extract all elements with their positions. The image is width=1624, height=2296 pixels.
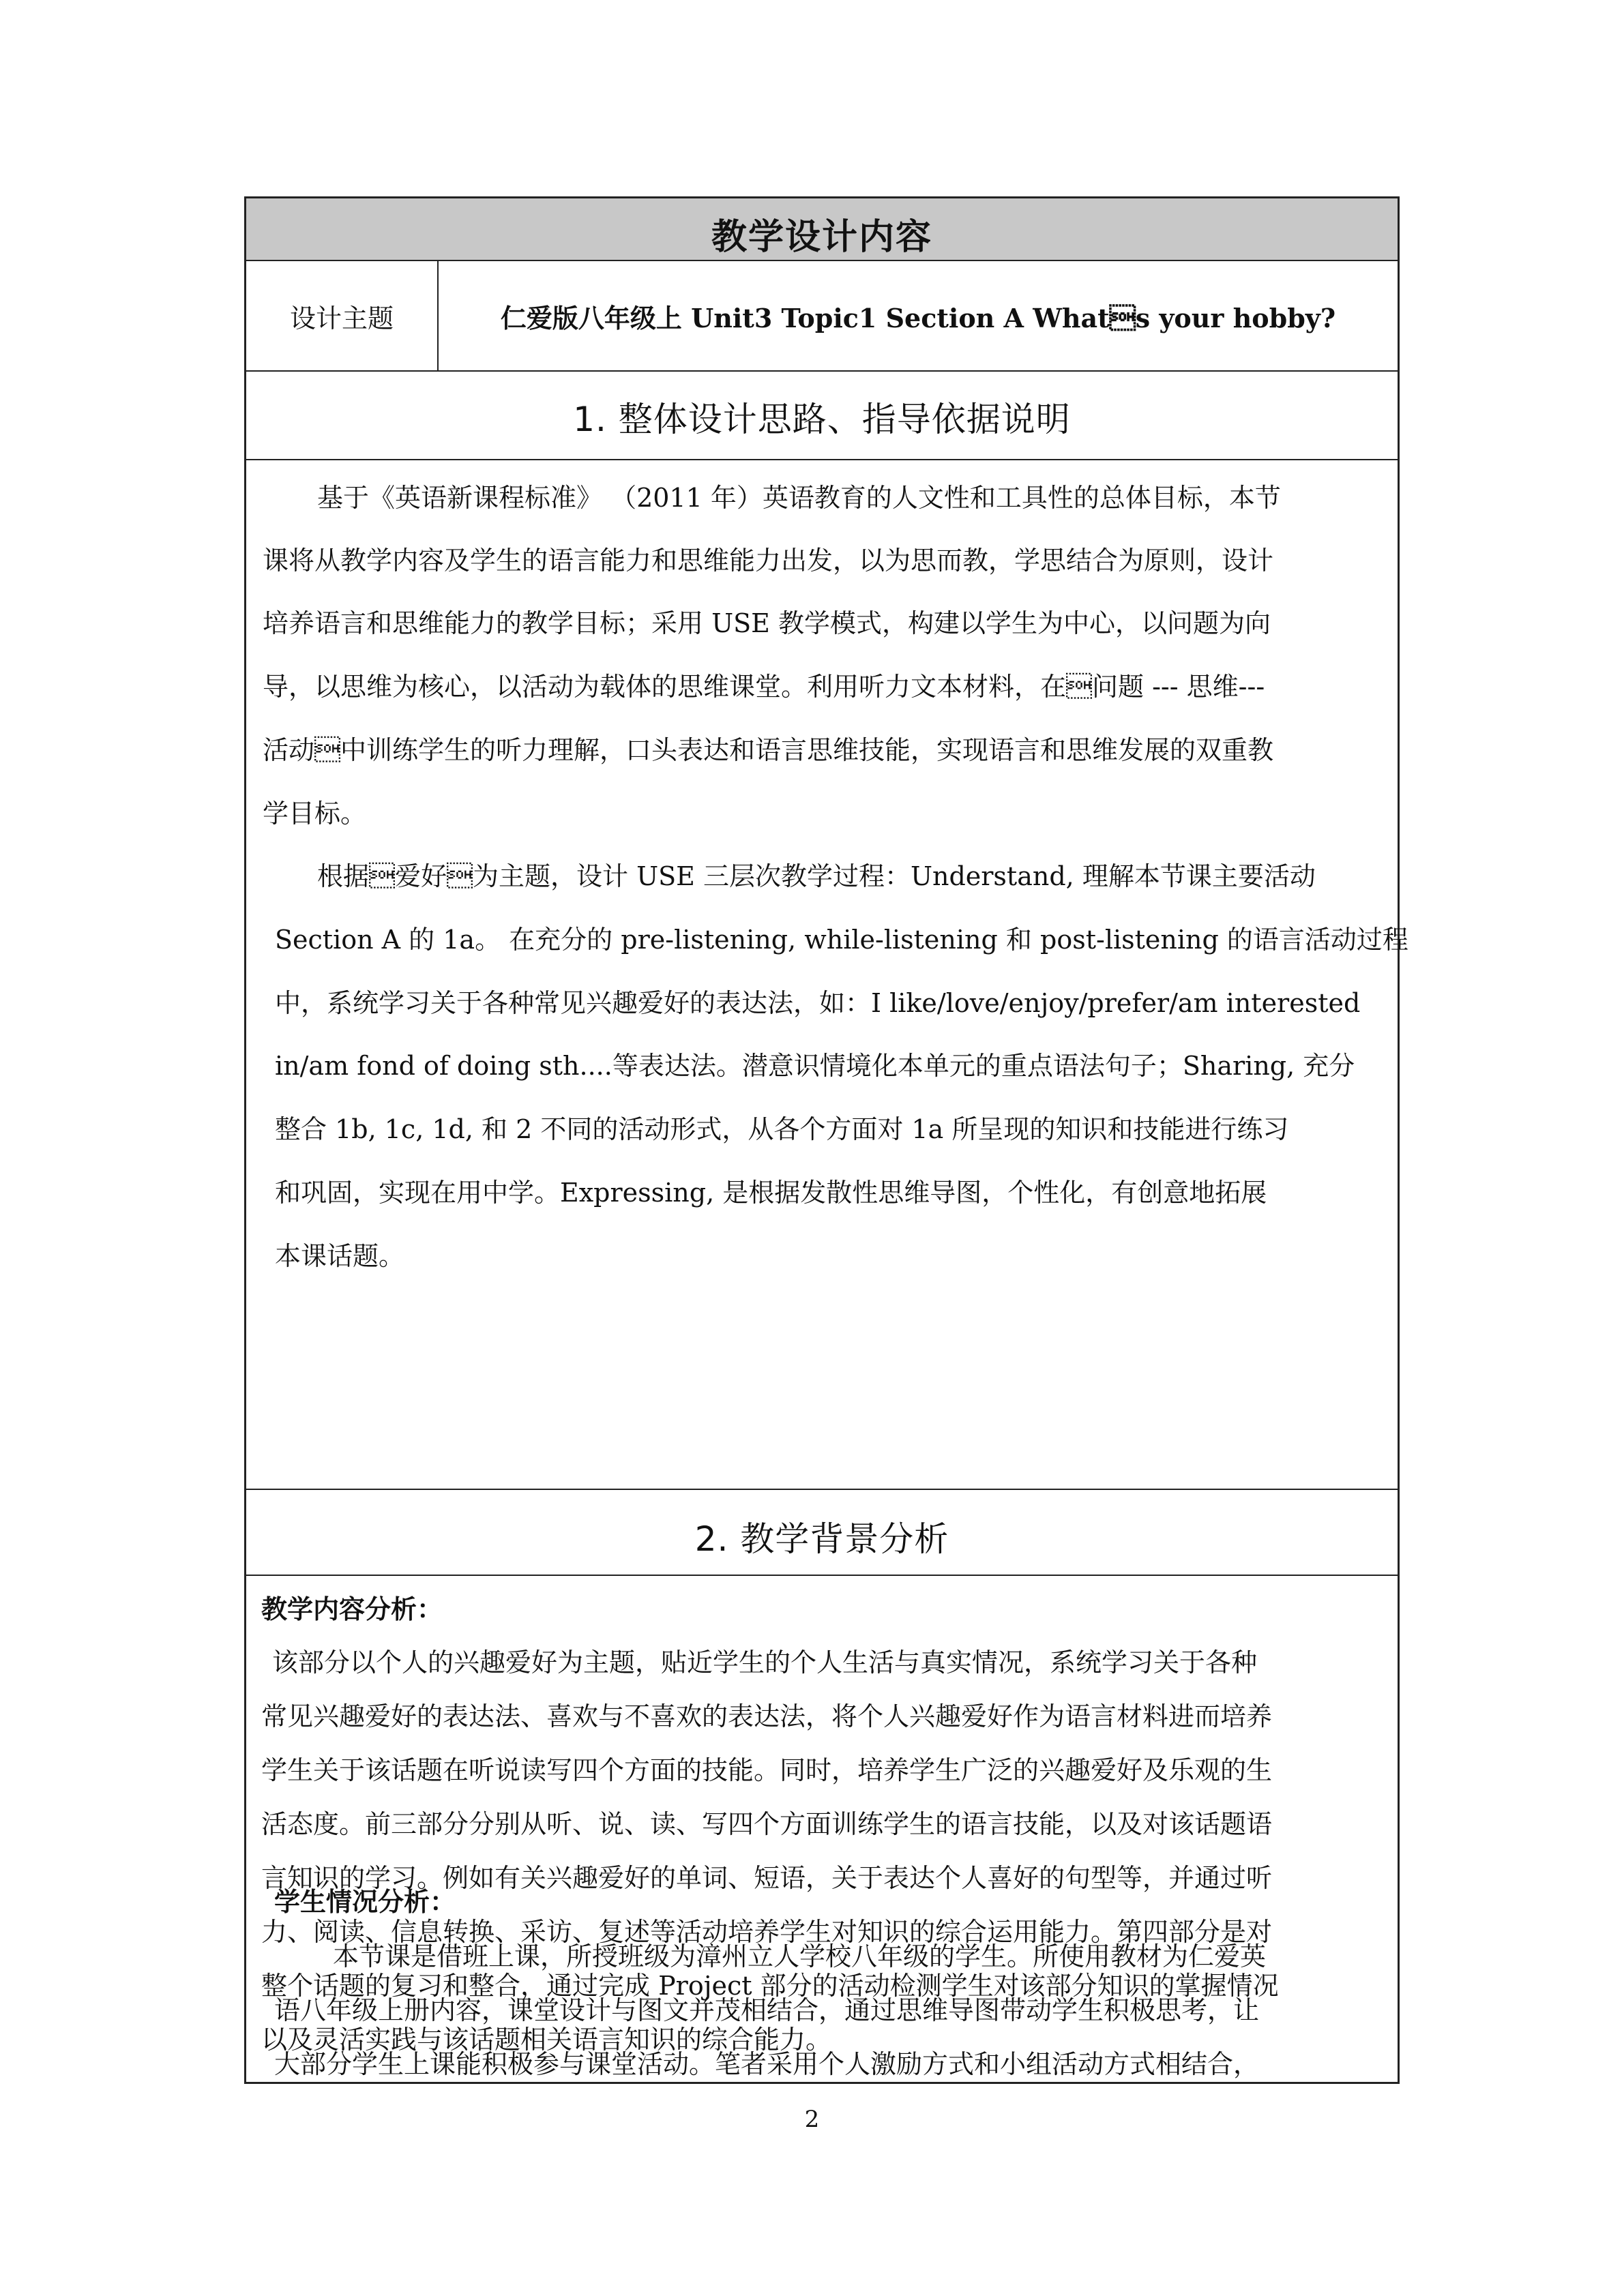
paragraph-line: 基于《英语新课程标准》 （2011 年）英语教育的人文性和工具性的总体目标，本节: [317, 483, 1281, 513]
theme-label: 设计主题: [246, 261, 439, 370]
paragraph-line: 中，系统学习关于各种常见兴趣爱好的表达法，如：I like/love/enjoy/prefer/am interested: [275, 988, 1361, 1018]
section2-heading: 2. 教学背景分析: [694, 1519, 949, 1559]
section1-heading-row: [246, 372, 1398, 460]
section2-heading-row: [246, 1490, 1398, 1576]
content-analysis-label: 教学内容分析：: [261, 1594, 443, 1624]
paragraph-line: 课将从教学内容及学生的语言能力和思维能力出发，以为思而教，学思结合为原则，设计: [263, 546, 1274, 576]
section1-body: [246, 460, 1408, 1490]
theme-value: 仁爱版八年级上 Unit3 Topic1 Section A Whats your hobby?: [500, 302, 1336, 333]
paragraph-line: in/am fond of doing sth....等表达法。潜意识情境化本单元的重点语法句子；Sharing, 充分: [275, 1051, 1355, 1081]
student-analysis-label: 学生情况分析：: [274, 1887, 456, 1917]
table-title: 教学设计内容: [711, 217, 932, 258]
paragraph-line: 学生关于该话题在听说读写四个方面的技能。同时，培养学生广泛的兴趣爱好及乐观的生: [261, 1755, 1273, 1785]
paragraph-line: 本节课是借班上课，所授班级为漳州立人学校八年级的学生。所使用教材为仁爱英: [333, 1941, 1267, 1971]
paragraph-line: 言知识的学习。例如有关兴趣爱好的单词、短语，关于表达个人喜好的句型等，并通过听: [261, 1863, 1273, 1893]
paragraph-line: 常见兴趣爱好的表达法、喜欢与不喜欢的表达法，将个人兴趣爱好作为语言材料进而培养: [261, 1701, 1273, 1731]
page-number: 2: [804, 2106, 820, 2133]
paragraph-line: 整合 1b, 1c, 1d, 和 2 不同的活动形式，从各个方面对 1a 所呈现的知识和技能进行练习: [275, 1114, 1289, 1144]
paragraph-line: 整个话题的复习和整合，通过完成 Project 部分的活动检测学生对该部分知识的掌握情况: [261, 1971, 1279, 2001]
paragraph-line: 本课话题。: [275, 1241, 405, 1271]
paragraph-line: 导，以思维为核心，以活动为载体的思维课堂。利用听力文本材料，在问题 --- 思维---: [263, 672, 1265, 702]
paragraph-line: 培养语言和思维能力的教学目标；采用 USE 教学模式，构建以学生为中心，以问题为向: [263, 608, 1271, 638]
paragraph-line: 以及灵活实践与该话题相关语言知识的综合能力。: [261, 2025, 832, 2055]
paragraph-line: 学目标。: [263, 799, 367, 829]
paragraph-line: 活态度。前三部分分别从听、说、读、写四个方面训练学生的语言技能，以及对该话题语: [261, 1809, 1273, 1839]
paragraph-line: 大部分学生上课能积极参与课堂活动。笔者采用个人激励方式和小组活动方式相结合，: [274, 2049, 1260, 2079]
paragraph-line: 语八年级上册内容，课堂设计与图文并茂相结合，通过思维导图带动学生积极思考，让: [274, 1995, 1260, 2025]
theme-row: [246, 261, 1398, 372]
paragraph-line: 和巩固，实现在用中学。Expressing, 是根据发散性思维导图，个性化，有创意地拓展: [275, 1178, 1267, 1208]
paragraph-line: 根据爱好为主题，设计 USE 三层次教学过程：Understand, 理解本节课主要活动: [317, 861, 1316, 891]
paragraph-line: 该部分以个人的兴趣爱好为主题，贴近学生的个人生活与真实情况，系统学习关于各种: [272, 1648, 1258, 1678]
paragraph-line: 力、阅读、信息转换、采访、复述等活动培养学生对知识的综合运用能力。第四部分是对: [261, 1917, 1273, 1947]
table-title-row: [246, 198, 1398, 261]
paragraph-line: 活动中训练学生的听力理解，口头表达和语言思维技能，实现语言和思维发展的双重教: [263, 735, 1274, 765]
lesson-design-table: [244, 196, 1408, 2084]
section1-heading: 1. 整体设计思路、指导依据说明: [573, 400, 1071, 439]
paragraph-line: Section A 的 1a。 在充分的 pre-listening, while-listening 和 post-listening 的语言活动过程: [275, 925, 1408, 955]
